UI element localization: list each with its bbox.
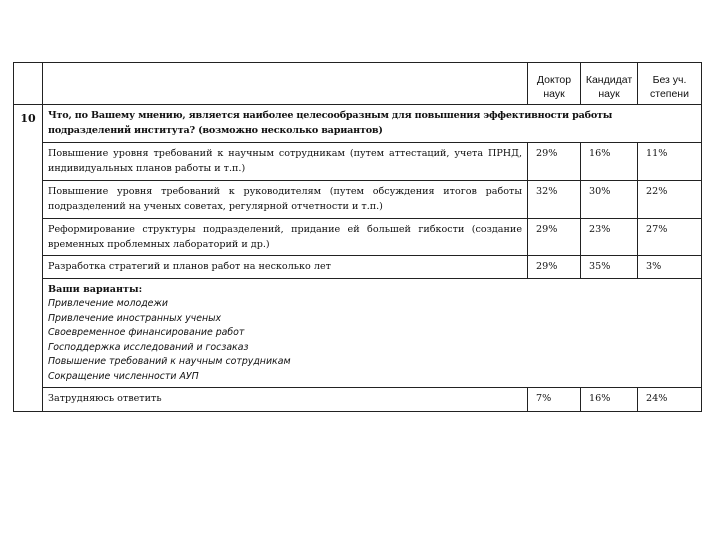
table-row (14, 143, 702, 181)
variant-item: Сокращение численности АУП (48, 370, 199, 382)
table-row (14, 256, 702, 279)
question-row (14, 105, 702, 143)
header-candidate: Кандидат наук (581, 63, 638, 105)
row-label: Разработка стратегий и планов работ на несколько лет (43, 256, 528, 279)
table-row (14, 388, 702, 412)
row-doctor: 29% (528, 143, 581, 181)
table-row (14, 181, 702, 219)
row-doctor: 32% (528, 181, 581, 219)
row-candidate: 23% (581, 219, 638, 256)
variant-item: Господдержка исследований и госзаказ (48, 341, 249, 353)
row-no-degree: 24% (638, 388, 702, 412)
row-label: Реформирование структуры подразделений, придание ей большей гибкости (создание временных проблемных лабораторий и др.) (43, 219, 528, 256)
question-text: Что, по Вашему мнению, является наиболее целесообразным для повышения эффективности работы подразделений института? (возможно несколько вариантов) (43, 105, 702, 143)
row-doctor: 7% (528, 388, 581, 412)
variant-item: Своевременное финансирование работ (48, 327, 245, 338)
variant-item: Привлечение молодежи (48, 298, 168, 309)
row-no-degree: 22% (638, 181, 702, 219)
table-row (14, 219, 702, 256)
variant-item: Привлечение иностранных ученых (48, 312, 222, 324)
header-doctor: Доктор наук (528, 63, 581, 105)
variant-item: Повышение требований к научным сотрудникам (48, 356, 291, 367)
row-doctor: 29% (528, 256, 581, 279)
question-number: 10 (14, 105, 43, 412)
row-no-degree: 27% (638, 219, 702, 256)
header-row (14, 63, 702, 105)
row-candidate: 30% (581, 181, 638, 219)
row-candidate: 16% (581, 388, 638, 412)
row-candidate: 35% (581, 256, 638, 279)
row-no-degree: 11% (638, 143, 702, 181)
row-candidate: 16% (581, 143, 638, 181)
header-empty-cell (43, 63, 528, 105)
row-label: Затрудняюсь ответить (43, 388, 528, 412)
row-no-degree: 3% (638, 256, 702, 279)
row-doctor: 29% (528, 219, 581, 256)
variants-cell (43, 279, 702, 388)
row-label: Повышение уровня требований к научным сотрудникам (путем аттестаций, учета ПРНД, индивидуальных планов работы и т.п.) (43, 143, 528, 181)
header-empty-cell (14, 63, 43, 105)
row-label: Повышение уровня требований к руководителям (путем обсуждения итогов работы подразделений на ученых советах, регулярной отчетности и т.п.) (43, 181, 528, 219)
variants-title: Ваши варианты: (48, 284, 143, 295)
survey-table (13, 62, 702, 412)
variants-row (14, 279, 702, 388)
header-no-degree: Без уч. степени (638, 63, 702, 105)
